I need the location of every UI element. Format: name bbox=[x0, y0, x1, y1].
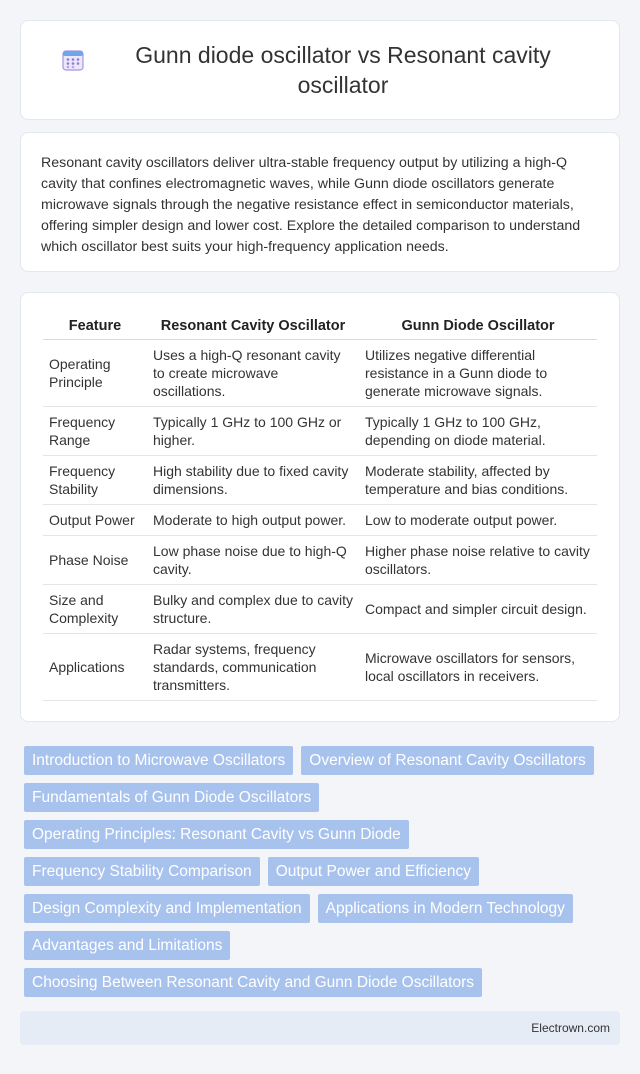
resonant-cell: Low phase noise due to high-Q cavity. bbox=[147, 536, 359, 585]
gunn-cell: Moderate stability, affected by temperature and bias conditions. bbox=[359, 456, 597, 505]
resonant-cell: Uses a high-Q resonant cavity to create microwave oscillations. bbox=[147, 340, 359, 407]
resonant-cell: Radar systems, frequency standards, communication transmitters. bbox=[147, 634, 359, 701]
table-row bbox=[43, 585, 597, 634]
feature-cell: Frequency Range bbox=[43, 407, 147, 456]
resonant-cell: High stability due to fixed cavity dimensions. bbox=[147, 456, 359, 505]
resonant-cell: Typically 1 GHz to 100 GHz or higher. bbox=[147, 407, 359, 456]
topic-link-frequency-stability[interactable]: Frequency Stability Comparison bbox=[24, 857, 260, 886]
table-row bbox=[43, 634, 597, 701]
topic-link-choosing-between[interactable]: Choosing Between Resonant Cavity and Gunn Diode Oscillators bbox=[24, 968, 482, 997]
feature-cell: Frequency Stability bbox=[43, 456, 147, 505]
topic-link-applications[interactable]: Applications in Modern Technology bbox=[318, 894, 573, 923]
table-row bbox=[43, 536, 597, 585]
table-row bbox=[43, 456, 597, 505]
topic-link-advantages-limitations[interactable]: Advantages and Limitations bbox=[24, 931, 230, 960]
gunn-cell: Higher phase noise relative to cavity oscillators. bbox=[359, 536, 597, 585]
feature-cell: Size and Complexity bbox=[43, 585, 147, 634]
header-gunn-diode: Gunn Diode Oscillator bbox=[359, 313, 597, 340]
table-row bbox=[43, 407, 597, 456]
gunn-cell: Utilizes negative differential resistance in a Gunn diode to generate microwave signals. bbox=[359, 340, 597, 407]
table-header-row bbox=[43, 313, 597, 340]
feature-cell: Output Power bbox=[43, 505, 147, 536]
topic-link-operating-principles[interactable]: Operating Principles: Resonant Cavity vs Gunn Diode bbox=[24, 820, 409, 849]
topic-links bbox=[24, 746, 620, 997]
topic-link-design-complexity[interactable]: Design Complexity and Implementation bbox=[24, 894, 310, 923]
feature-cell: Operating Principle bbox=[43, 340, 147, 407]
comparison-table bbox=[43, 313, 597, 701]
gunn-cell: Low to moderate output power. bbox=[359, 505, 597, 536]
intro-card bbox=[20, 132, 620, 272]
header-resonant-cavity: Resonant Cavity Oscillator bbox=[147, 313, 359, 340]
table-row bbox=[43, 505, 597, 536]
topic-link-fundamentals-gunn-diode[interactable]: Fundamentals of Gunn Diode Oscillators bbox=[24, 783, 319, 812]
header-feature: Feature bbox=[43, 313, 147, 340]
page-title: Gunn diode oscillator vs Resonant cavity oscillator bbox=[135, 42, 551, 98]
topic-link-overview-resonant-cavity[interactable]: Overview of Resonant Cavity Oscillators bbox=[301, 746, 594, 775]
gunn-cell: Microwave oscillators for sensors, local oscillators in receivers. bbox=[359, 634, 597, 701]
comparison-table-card bbox=[20, 292, 620, 722]
gunn-cell: Compact and simpler circuit design. bbox=[359, 585, 597, 634]
table-row bbox=[43, 340, 597, 407]
title-wrap bbox=[61, 40, 579, 100]
resonant-cell: Moderate to high output power. bbox=[147, 505, 359, 536]
intro-text: Resonant cavity oscillators deliver ultra-stable frequency output by utilizing a high-Q cavity that confines electromagnetic waves, while Gunn diode oscillators generate microwave signals through the negative resistance effect in semiconductor materials, offering simpler design and lower cost. Explore the detailed comparison to understand which oscillator best suits your high-frequency application needs. bbox=[41, 155, 581, 255]
topic-link-output-power[interactable]: Output Power and Efficiency bbox=[268, 857, 479, 886]
footer-brand[interactable]: Electrown.com bbox=[531, 1021, 610, 1035]
footer bbox=[20, 1011, 620, 1045]
header-card bbox=[20, 20, 620, 120]
topic-link-intro-microwave-oscillators[interactable]: Introduction to Microwave Oscillators bbox=[24, 746, 293, 775]
resonant-cell: Bulky and complex due to cavity structure. bbox=[147, 585, 359, 634]
feature-cell: Applications bbox=[43, 634, 147, 701]
calendar-grid-icon bbox=[61, 48, 85, 72]
feature-cell: Phase Noise bbox=[43, 536, 147, 585]
gunn-cell: Typically 1 GHz to 100 GHz, depending on diode material. bbox=[359, 407, 597, 456]
